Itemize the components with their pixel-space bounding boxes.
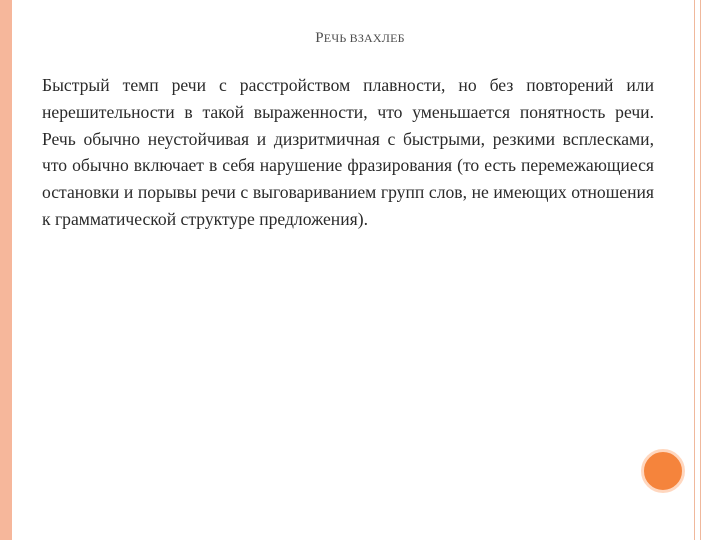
slide-title-rest: ЕЧЬ ВЗАХЛЕБ <box>323 31 405 45</box>
slide-title-initial: Р <box>315 30 324 46</box>
slide-body-text: Быстрый темп речи с расстройством плавности, но без повторений или нерешительности в такой выраженности, что уменьшается понятность речи. Речь обычно неустойчивая и дизритмичная с быстрыми, резкими всплесками, что обычно включает в себя нарушение фразирования (то есть перемежающиеся остановки и порывы речи с выговариванием групп слов, не имеющих отношения к грамматической структуре предложения). <box>42 75 654 229</box>
decorative-circle-icon <box>641 449 685 493</box>
right-border-line-outer <box>694 0 695 540</box>
slide-title <box>0 30 720 47</box>
left-accent-stripe <box>0 0 12 540</box>
right-border-line-inner <box>700 0 701 540</box>
